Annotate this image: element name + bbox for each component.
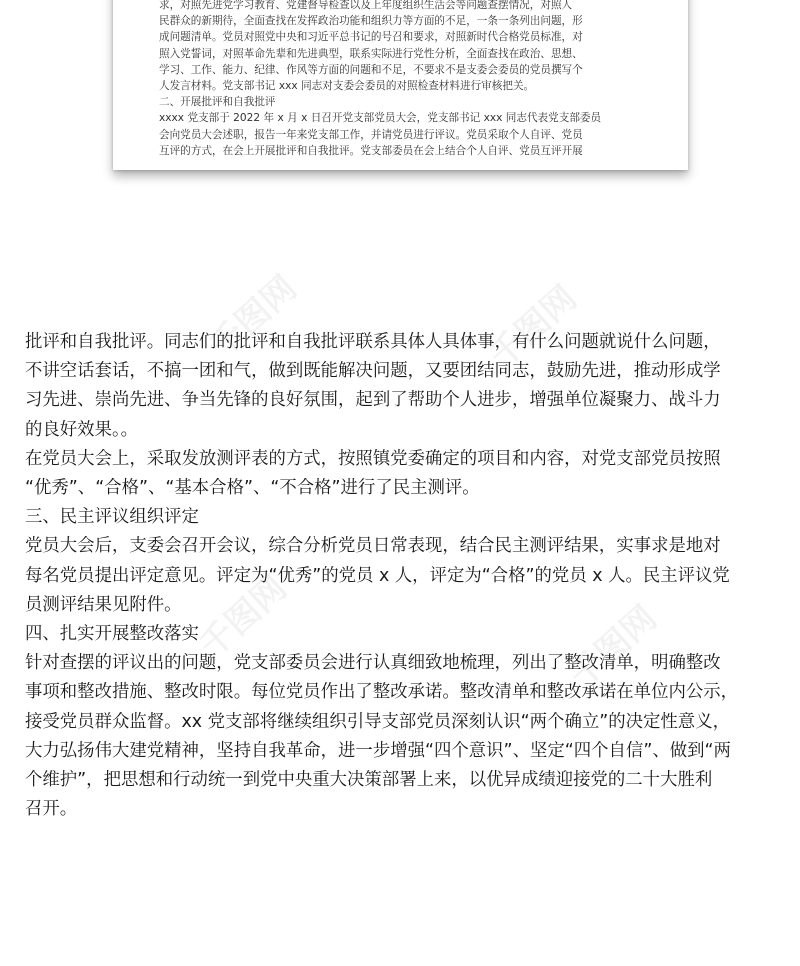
section-heading: 三、民主评议组织评定 [25,507,199,528]
body-line: 习先进、崇尚先进、争当先锋的良好氛围，起到了帮助个人进步，增强单位凝聚力、战斗力 [25,390,721,411]
body-line: 在党员大会上，采取发放测评表的方式，按照镇党委确定的项目和内容，对党支部党员按照 [25,448,721,469]
body-line: 事项和整改措施、整改时限。每位党员作出了整改承诺。整改清单和整改承诺在单位内公示， [25,682,739,703]
body-line: 员测评结果见附件。 [25,594,182,615]
document-preview-card [113,0,688,170]
preview-line: 人发言材料。党支部书记 xxx 同志对支委会委员的对照检查材料进行审核把关。 [159,80,535,93]
preview-heading: 二、开展批评和自我批评 [159,96,276,109]
body-line: 批评和自我批评。同志们的批评和自我批评联系具体人具体事，有什么问题就说什么问题， [25,332,721,352]
body-line: 每名党员提出评定意见。评定为“优秀”的党员 x 人，评定为“合格”的党员 x 人。民主评议党 [25,565,730,586]
body-line: 召开。 [25,799,78,820]
preview-line: 照入党誓词，对照革命先辈和先进典型，联系实际进行党性分析，全面查找在政治、思想、 [159,47,583,60]
body-line: 不讲空话套话，不搞一团和气，做到既能解决问题，又要团结同志，鼓励先进，推动形成学 [25,361,721,382]
watermark: 千图网 [202,268,305,367]
watermark: 千图网 [562,598,665,697]
preview-line: 成问题清单。党员对照党中央和习近平总书记的号召和要求，对照新时代合格党员标准，对 [159,31,583,44]
preview-line: 民群众的新期待，全面查找在发挥政治功能和组织力等方面的不足，一条一条列出问题，形 [159,15,583,28]
preview-line: 求，对照先进党学习教育、党建督导检查以及上年度组织生活会等问题查摆情况，对照人 [159,0,573,11]
preview-line: 学习、工作、能力、纪律、作风等方面的问题和不足，不要求不是支委会委员的党员撰写个 [159,63,583,76]
body-line: 个维护”，把思想和行动统一到党中央重大决策部署上来，以优异成绩迎接党的二十大胜利 [25,770,713,791]
preview-line: 会向党员大会述职，报告一年来党支部工作，并请党员进行评议。党员采取个人自评、党员 [159,128,583,141]
body-line: 针对查摆的评议出的问题，党支部委员会进行认真细致地梳理，列出了整改清单，明确整改 [25,653,721,674]
watermark: 千图网 [482,278,585,377]
document-body [25,328,785,824]
preview-line: 互评的方式，在会上开展批评和自我批评。党支部委员在会上结合个人自评、党员互评开展 [159,144,583,157]
body-line: 的良好效果。。 [25,419,139,440]
body-line: 大力弘扬伟大建党精神，坚持自我革命，进一步增强“四个意识”、坚定“四个自信”、做到“两 [25,740,731,761]
body-line: 党员大会后，支委会召开会议，综合分析党员日常表现，结合民主测评结果，实事求是地对 [25,536,721,557]
preview-text [159,0,643,159]
preview-line: xxxx 党支部于 2022 年 x 月 x 日召开党支部党员大会，党支部书记 xxx 同志代表党支部委员 [159,112,602,125]
body-line: “优秀”、“合格”、“基本合格”、“不合格”进行了民主测评。 [25,478,480,499]
section-heading: 四、扎实开展整改落实 [25,624,199,645]
body-line: 接受党员群众监督。xx 党支部将继续组织引导支部党员深刻认识“两个确立”的决定性意义， [25,711,730,732]
watermark: 千图网 [192,568,295,667]
